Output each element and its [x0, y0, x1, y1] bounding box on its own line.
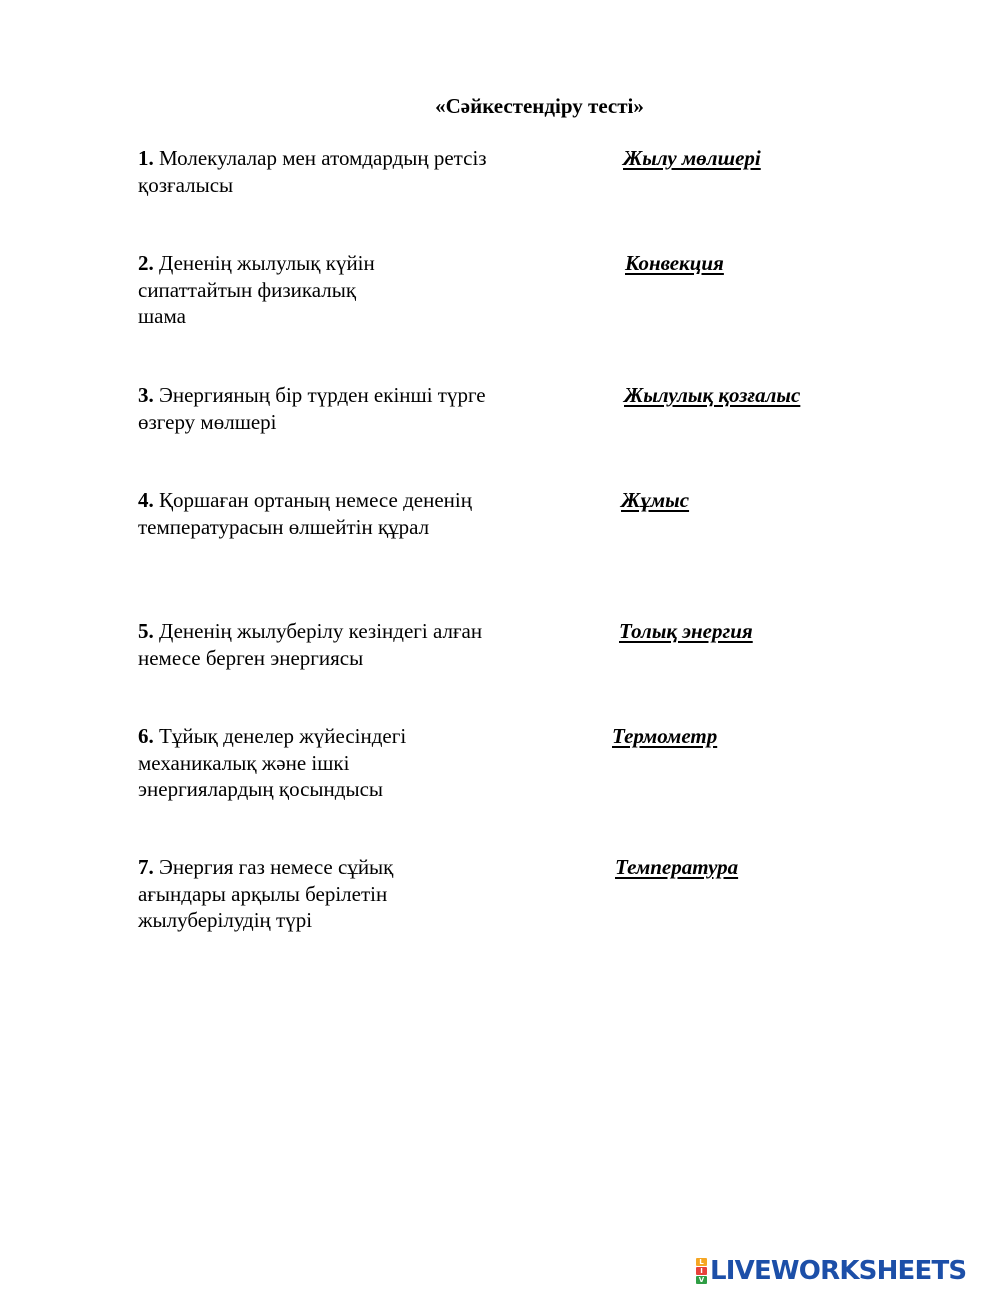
answer-option[interactable]: Температура [615, 855, 739, 879]
question-number: 5. [138, 619, 154, 643]
question-text: Дененің жылулық күйін сипаттайтын физикалық шама [138, 251, 375, 328]
question-number: 3. [138, 383, 154, 407]
badge-letter: L [696, 1258, 707, 1266]
answer-option[interactable]: Жұмыс [621, 488, 690, 512]
question-text: Энергияның бір түрден екінші түрге өзгеру мөлшері [138, 383, 486, 434]
question-3 [138, 382, 498, 435]
question-number: 1. [138, 146, 154, 170]
answer-option[interactable]: Конвекция [625, 251, 724, 275]
question-number: 2. [138, 251, 154, 275]
question-number: 7. [138, 855, 154, 879]
question-1 [138, 145, 498, 198]
question-5 [138, 618, 498, 671]
question-6 [138, 723, 438, 803]
question-text: Энергия газ немесе сұйық ағындары арқылы берілетін жылуберілудің түрі [138, 855, 394, 932]
question-text: Молекулалар мен атомдардың ретсіз қозғалысы [138, 146, 487, 197]
answer-option[interactable]: Термометр [612, 724, 718, 748]
question-text: Дененің жылуберілу кезіндегі алған немесе берген энергиясы [138, 619, 483, 670]
question-number: 6. [138, 724, 154, 748]
answer-option[interactable]: Жылу мөлшері [623, 146, 761, 170]
answer-option[interactable]: Толық энергия [619, 619, 753, 643]
answer-option[interactable]: Жылулық қозғалыс [624, 383, 801, 407]
badge-letter: I [696, 1267, 707, 1275]
logo-wordmark: LIVEWORKSHEETS [710, 1256, 967, 1286]
page-title: «Сәйкестендіру тесті» [435, 94, 644, 118]
question-2 [138, 250, 403, 330]
question-4 [138, 487, 483, 540]
liveworksheets-logo [696, 1255, 966, 1287]
question-7 [138, 854, 428, 934]
liveworksheets-badge-icon [696, 1258, 707, 1284]
question-text: Қоршаған ортаның немесе дененің температурасын өлшейтін құрал [138, 488, 472, 539]
badge-letter: V [696, 1276, 707, 1284]
question-number: 4. [138, 488, 154, 512]
question-text: Тұйық денелер жүйесіндегі механикалық және ішкі энергиялардың қосындысы [138, 724, 407, 801]
